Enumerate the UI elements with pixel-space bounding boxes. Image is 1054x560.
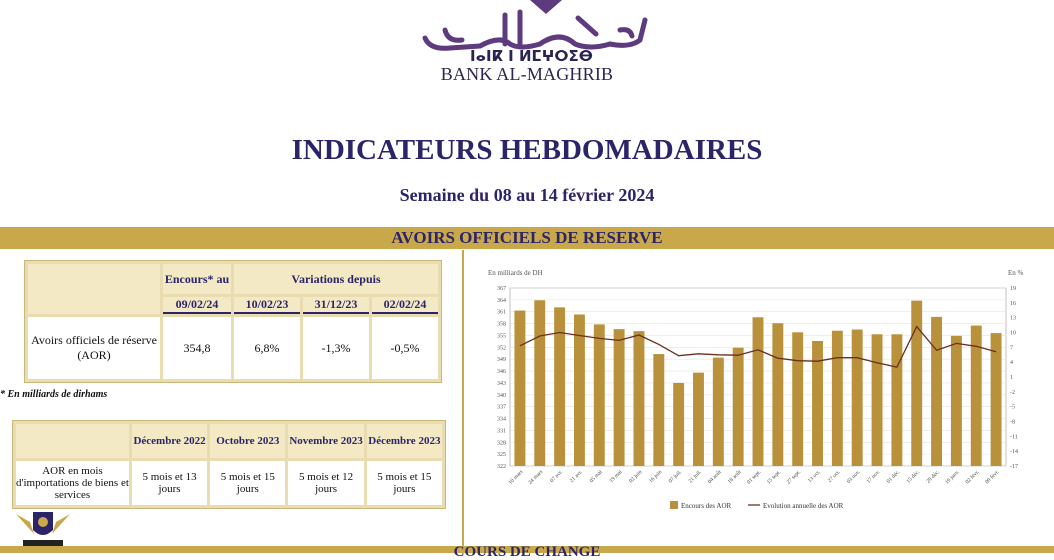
chart-x-tick-label: 03 nov. — [845, 469, 862, 485]
aor-var-value-1: 6,8% — [234, 317, 300, 379]
chart-x-tick-label: 01 déc. — [885, 469, 902, 485]
chart-left-tick-label: 325 — [497, 452, 506, 459]
months-header-1: Décembre 2022 — [132, 424, 207, 458]
bottom-section-title: COURS DE CHANGE — [453, 544, 601, 560]
chart-bar — [574, 315, 585, 466]
chart-right-tick-label: -5 — [1010, 404, 1015, 411]
chart-bar — [594, 324, 605, 466]
chart-x-tick-label: 19 mai — [608, 469, 624, 485]
chart-bar — [772, 323, 783, 466]
chart-right-tick-label: 16 — [1010, 300, 1016, 307]
chart-right-axis-label: En % — [1008, 269, 1024, 277]
logo-diamond — [530, 0, 562, 14]
chart-bar — [753, 317, 764, 466]
chart-bar — [931, 317, 942, 466]
chart-bar — [891, 334, 902, 466]
chart-x-tick-label: 09 févr. — [984, 469, 1001, 486]
chart-x-tick-label: 21 avr. — [569, 469, 584, 485]
months-value-3: 5 mois et 12 jours — [288, 461, 363, 505]
svg-text:ⵏⴰⵏⴽ ⵏ ⵍⵎⵖⵔⵉⴱ: ⵏⴰⵏⴽ ⵏ ⵍⵎⵖⵔⵉⴱ — [470, 47, 593, 65]
chart-left-tick-label: 364 — [497, 297, 506, 304]
chart-bar — [733, 348, 744, 466]
page-subtitle: Semaine du 08 au 14 février 2024 — [399, 185, 655, 205]
chart-left-tick-label: 346 — [497, 369, 506, 376]
months-header-3: Novembre 2023 — [288, 424, 363, 458]
chart-right-tick-label: 10 — [1010, 330, 1016, 337]
chart-bar — [653, 354, 664, 466]
chart-bar — [713, 358, 724, 466]
encours-date: 09/02/24 — [163, 297, 231, 314]
chart-x-tick-label: 27 oct. — [826, 469, 842, 485]
chart-x-tick-label: 27 sept. — [785, 469, 803, 486]
chart-left-tick-label: 352 — [497, 345, 506, 352]
encours-header-label: Encours* au — [164, 271, 230, 286]
chart-left-tick-label: 334 — [497, 416, 506, 423]
legend-bar-label: Encours des AOR — [681, 502, 732, 510]
units-note: * En milliards de dirhams — [0, 389, 108, 400]
chart-bar — [951, 336, 962, 466]
chart-x-tick-label: 18 août — [726, 469, 743, 485]
chart-right-tick-label: 13 — [1010, 315, 1016, 322]
chart-right-tick-label: -2 — [1010, 389, 1015, 396]
months-row-label: AOR en mois d'importations de biens et services — [16, 461, 129, 505]
chart-bar — [554, 307, 565, 466]
chart-right-tick-label: -17 — [1010, 464, 1018, 470]
chart-x-tick-label: 29 déc. — [925, 469, 941, 485]
chart-x-tick-label: 13 oct. — [807, 469, 822, 485]
chart-x-tick-label: 01 sept. — [746, 469, 763, 486]
chart-x-tick-label: 02 févr. — [964, 469, 981, 486]
chart-bar — [693, 373, 704, 466]
var-date-2: 31/12/23 — [303, 297, 369, 314]
var-date-3: 02/02/24 — [372, 297, 438, 314]
chart-bar — [634, 331, 645, 466]
months-header-4: Décembre 2023 — [367, 424, 442, 458]
months-header-2: Octobre 2023 — [210, 424, 285, 458]
chart-x-tick-label: 07 avr. — [549, 469, 565, 485]
legend-line-label: Evolution annuelle des AOR — [763, 502, 844, 510]
chart-legend — [670, 501, 844, 510]
chart-left-tick-label: 349 — [497, 357, 506, 364]
chart-x-tick-label: 16 juin — [648, 469, 664, 485]
chart-left-tick-label: 358 — [497, 321, 506, 328]
page-title: INDICATEURS HEBDOMADAIRES — [291, 134, 763, 166]
chart-left-tick-label: 331 — [497, 428, 506, 435]
chart-bar — [832, 331, 843, 466]
chart-right-tick-label: 1 — [1010, 375, 1013, 381]
section-divider — [462, 250, 464, 550]
chart-right-tick-label: -8 — [1010, 419, 1015, 426]
chart-left-tick-label: 328 — [497, 440, 506, 447]
chart-left-tick-label: 355 — [497, 333, 506, 340]
chart-left-tick-label: 343 — [497, 380, 506, 387]
logo-arabic-calligraphy — [425, 12, 645, 48]
chart-x-tick-label: 24 mars — [527, 469, 545, 486]
months-value-4: 5 mois et 15 jours — [367, 461, 442, 505]
watermark-emblem-icon — [8, 500, 78, 550]
chart-x-tick-label: 15 sept. — [765, 469, 783, 486]
chart-x-tick-label: 05 mai — [588, 469, 604, 485]
chart-bar — [673, 383, 684, 466]
aor-row-label: Avoirs officiels de réserve (AOR) — [28, 317, 160, 379]
chart-x-tick-label: 21 juil. — [687, 469, 703, 485]
chart-right-tick-label: 4 — [1010, 360, 1013, 367]
chart-bar — [812, 341, 823, 466]
var-date-1: 10/02/23 — [234, 297, 300, 314]
aor-chart — [478, 262, 1038, 522]
months-table-corner — [16, 424, 129, 458]
chart-left-tick-label: 337 — [497, 404, 506, 411]
months-table — [12, 420, 446, 509]
chart-right-tick-label: -14 — [1010, 449, 1018, 456]
chart-bar — [911, 301, 922, 466]
chart-x-tick-label: 07 juil. — [667, 469, 684, 485]
chart-right-tick-label: 19 — [1010, 286, 1016, 292]
months-value-1: 5 mois et 13 jours — [132, 461, 207, 505]
chart-bar — [872, 334, 883, 466]
variations-header: Variations depuis — [234, 264, 438, 294]
aor-var-value-3: -0,5% — [372, 317, 438, 379]
aor-table-corner — [28, 264, 160, 314]
chart-right-tick-label: -11 — [1010, 434, 1018, 441]
chart-x-tick-label: 15 déc. — [905, 469, 922, 485]
chart-x-tick-label: 10 mars — [507, 469, 525, 486]
chart-bar — [534, 300, 545, 466]
chart-bar — [852, 330, 863, 466]
chart-bar — [614, 329, 625, 466]
months-value-2: 5 mois et 15 jours — [210, 461, 285, 505]
logo-tifinagh — [470, 47, 593, 65]
chart-left-tick-label: 367 — [497, 286, 506, 292]
chart-left-tick-label: 340 — [497, 392, 506, 399]
chart-left-tick-label: 361 — [497, 309, 506, 316]
chart-left-axis-label: En milliards de DH — [488, 269, 543, 277]
aor-table — [24, 260, 442, 383]
aor-var-value-2: -1,3% — [303, 317, 369, 379]
chart-bar — [514, 311, 525, 466]
chart-x-tick-label: 04 août — [706, 469, 723, 485]
chart-left-tick-label: 322 — [497, 464, 506, 470]
section-title: AVOIRS OFFICIELS DE RESERVE — [391, 228, 663, 247]
chart-x-tick-label: 17 nov. — [865, 469, 882, 485]
encours-header — [163, 264, 231, 294]
chart-x-tick-label: 19 janv. — [944, 469, 961, 486]
legend-bar-swatch — [670, 501, 678, 509]
chart-bar — [991, 333, 1002, 466]
aor-encours-value: 354,8 — [163, 317, 231, 379]
chart-right-tick-label: 7 — [1010, 345, 1013, 352]
bank-name: BANK AL-MAGHRIB — [440, 64, 614, 84]
chart-x-tick-label: 02 juin — [628, 469, 644, 485]
chart-bar — [792, 332, 803, 466]
